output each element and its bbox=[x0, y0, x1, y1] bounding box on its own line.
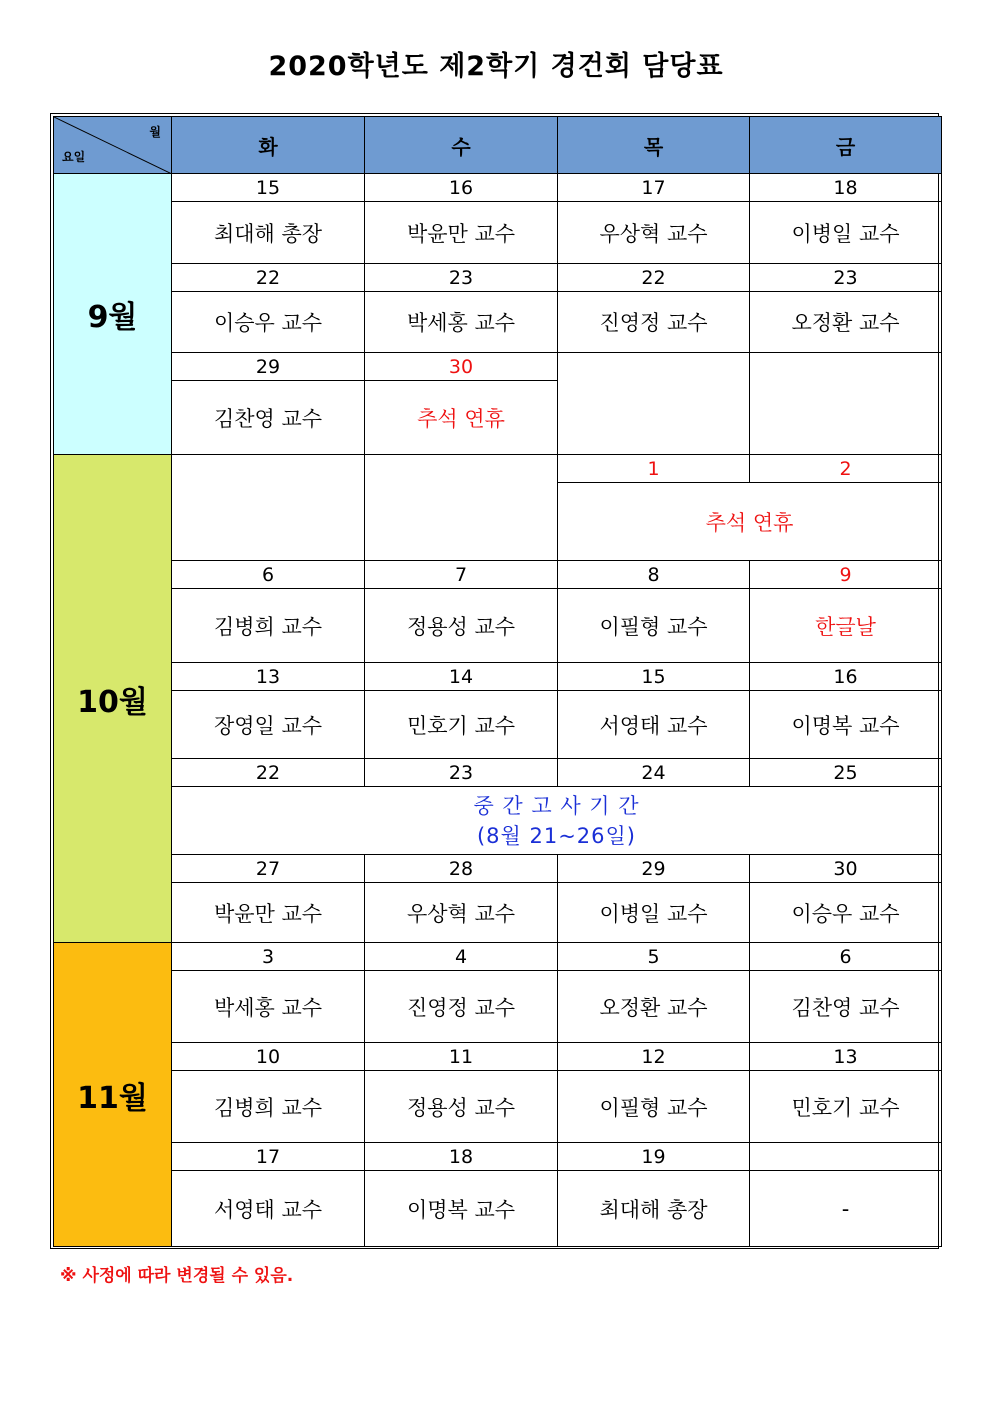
header-fri: 금 bbox=[750, 117, 942, 174]
date-cell: 10 bbox=[172, 1043, 365, 1071]
date-cell: 16 bbox=[750, 663, 942, 691]
date-cell: 18 bbox=[750, 174, 942, 202]
date-cell: 4 bbox=[365, 943, 558, 971]
name-row bbox=[54, 292, 942, 353]
empty-cell bbox=[172, 455, 365, 561]
name-cell: 김병희 교수 bbox=[172, 1071, 365, 1143]
header-wed: 수 bbox=[365, 117, 558, 174]
name-cell: 정용성 교수 bbox=[365, 1071, 558, 1143]
date-cell-holiday: 1 bbox=[558, 455, 750, 483]
date-cell: 14 bbox=[365, 663, 558, 691]
name-cell: 진영정 교수 bbox=[365, 971, 558, 1043]
name-cell: 김찬영 교수 bbox=[172, 381, 365, 455]
month-label-nov: 11월 bbox=[54, 943, 172, 1247]
name-row bbox=[54, 691, 942, 759]
date-cell: 22 bbox=[172, 759, 365, 787]
holiday-cell: 추석 연휴 bbox=[558, 483, 942, 561]
date-cell: 7 bbox=[365, 561, 558, 589]
name-cell: 이명복 교수 bbox=[750, 691, 942, 759]
name-cell: 이명복 교수 bbox=[365, 1171, 558, 1247]
date-row bbox=[54, 943, 942, 971]
date-row bbox=[54, 353, 942, 381]
page-title: 2020학년도 제2학기 경건회 담당표 bbox=[268, 51, 724, 82]
holiday-cell: 한글날 bbox=[750, 589, 942, 663]
empty-cell bbox=[365, 455, 558, 561]
name-cell: 우상혁 교수 bbox=[558, 202, 750, 264]
name-cell: 진영정 교수 bbox=[558, 292, 750, 353]
date-cell: 17 bbox=[172, 1143, 365, 1171]
name-cell: 이승우 교수 bbox=[172, 292, 365, 353]
name-cell: 최대해 총장 bbox=[558, 1171, 750, 1247]
name-row bbox=[54, 883, 942, 943]
holiday-cell: 추석 연휴 bbox=[365, 381, 558, 455]
header-thu: 목 bbox=[558, 117, 750, 174]
month-label-oct: 10월 bbox=[54, 455, 172, 943]
month-label-sep: 9월 bbox=[54, 174, 172, 455]
date-cell: 13 bbox=[750, 1043, 942, 1071]
date-cell: 23 bbox=[365, 759, 558, 787]
header-row bbox=[54, 117, 942, 174]
date-row bbox=[54, 1043, 942, 1071]
name-cell: 박윤만 교수 bbox=[365, 202, 558, 264]
date-cell: 27 bbox=[172, 855, 365, 883]
name-cell: 오정환 교수 bbox=[750, 292, 942, 353]
date-cell: 6 bbox=[172, 561, 365, 589]
date-cell: 25 bbox=[750, 759, 942, 787]
date-row bbox=[54, 455, 942, 483]
dash-cell: - bbox=[750, 1171, 942, 1247]
name-cell: 김병희 교수 bbox=[172, 589, 365, 663]
exam-period-range: (8월 21~26일) bbox=[476, 823, 637, 848]
date-cell: 16 bbox=[365, 174, 558, 202]
name-cell: 김찬영 교수 bbox=[750, 971, 942, 1043]
date-cell: 6 bbox=[750, 943, 942, 971]
name-cell: 서영태 교수 bbox=[558, 691, 750, 759]
name-cell: 민호기 교수 bbox=[365, 691, 558, 759]
name-row bbox=[54, 1071, 942, 1143]
empty-cell bbox=[558, 353, 750, 455]
date-cell: 13 bbox=[172, 663, 365, 691]
name-cell: 박세홍 교수 bbox=[365, 292, 558, 353]
name-cell: 박세홍 교수 bbox=[172, 971, 365, 1043]
date-cell: 22 bbox=[172, 264, 365, 292]
date-cell: 23 bbox=[365, 264, 558, 292]
name-cell: 박윤만 교수 bbox=[172, 883, 365, 943]
name-cell: 우상혁 교수 bbox=[365, 883, 558, 943]
date-row bbox=[54, 759, 942, 787]
corner-month-label: 월 bbox=[149, 125, 161, 139]
date-cell: 28 bbox=[365, 855, 558, 883]
name-cell: 장영일 교수 bbox=[172, 691, 365, 759]
name-cell: 이승우 교수 bbox=[750, 883, 942, 943]
name-cell: 오정환 교수 bbox=[558, 971, 750, 1043]
date-row bbox=[54, 1143, 942, 1171]
empty-cell bbox=[750, 353, 942, 455]
date-cell: 15 bbox=[172, 174, 365, 202]
date-cell: 3 bbox=[172, 943, 365, 971]
name-row bbox=[54, 971, 942, 1043]
name-cell: 정용성 교수 bbox=[365, 589, 558, 663]
exam-period-cell bbox=[172, 787, 942, 855]
date-cell: 8 bbox=[558, 561, 750, 589]
name-cell: 이병일 교수 bbox=[558, 883, 750, 943]
date-cell: 5 bbox=[558, 943, 750, 971]
exam-period-title: 중 간 고 사 기 간 bbox=[473, 793, 640, 818]
date-cell: 29 bbox=[172, 353, 365, 381]
date-cell: 18 bbox=[365, 1143, 558, 1171]
date-cell-holiday: 9 bbox=[750, 561, 942, 589]
header-tue: 화 bbox=[172, 117, 365, 174]
date-cell: 17 bbox=[558, 174, 750, 202]
date-cell: 15 bbox=[558, 663, 750, 691]
name-cell: 최대해 총장 bbox=[172, 202, 365, 264]
date-cell: 11 bbox=[365, 1043, 558, 1071]
date-row bbox=[54, 663, 942, 691]
name-cell: 민호기 교수 bbox=[750, 1071, 942, 1143]
name-cell: 서영태 교수 bbox=[172, 1171, 365, 1247]
date-cell: 30 bbox=[750, 855, 942, 883]
date-row bbox=[54, 855, 942, 883]
date-cell-holiday: 30 bbox=[365, 353, 558, 381]
date-row bbox=[54, 561, 942, 589]
date-cell-holiday: 2 bbox=[750, 455, 942, 483]
date-cell: 24 bbox=[558, 759, 750, 787]
empty-cell bbox=[750, 1143, 942, 1171]
corner-cell bbox=[54, 117, 172, 174]
date-row bbox=[54, 174, 942, 202]
schedule-table bbox=[53, 116, 942, 1247]
name-row bbox=[54, 202, 942, 264]
name-row bbox=[54, 589, 942, 663]
date-cell: 29 bbox=[558, 855, 750, 883]
footnote: ※ 사정에 따라 변경될 수 있음. bbox=[60, 1266, 294, 1286]
name-cell: 이필형 교수 bbox=[558, 1071, 750, 1143]
exam-row bbox=[54, 787, 942, 855]
date-cell: 22 bbox=[558, 264, 750, 292]
name-row bbox=[54, 1171, 942, 1247]
date-cell: 19 bbox=[558, 1143, 750, 1171]
name-cell: 이필형 교수 bbox=[558, 589, 750, 663]
corner-day-label: 요일 bbox=[62, 150, 86, 164]
date-row bbox=[54, 264, 942, 292]
date-cell: 12 bbox=[558, 1043, 750, 1071]
date-cell: 23 bbox=[750, 264, 942, 292]
name-cell: 이병일 교수 bbox=[750, 202, 942, 264]
